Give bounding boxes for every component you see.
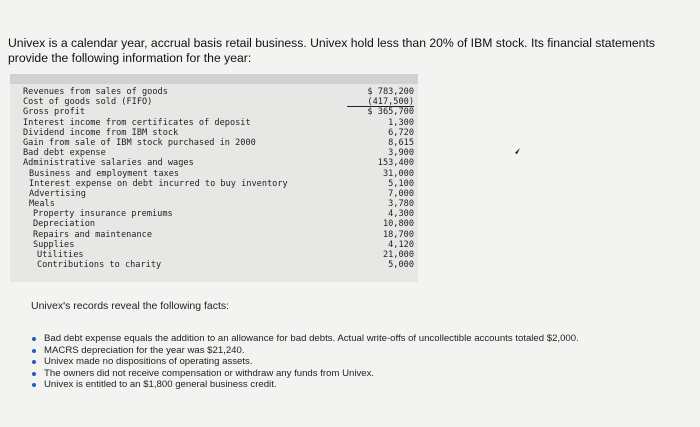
fact-text: MACRS depreciation for the year was $21,240. [44, 344, 245, 356]
list-item [32, 345, 579, 357]
cursor-arrow-icon [512, 148, 520, 156]
facts-list [32, 333, 579, 391]
statement-value: 18,700 [382, 229, 414, 240]
statement-label: Advertising [29, 188, 86, 199]
statement-label: Contributions to charity [37, 260, 162, 271]
statement-label: Repairs and maintenance [33, 229, 152, 240]
statement-label: Interest income from certificates of deposit [23, 117, 251, 128]
statement-value: 31,000 [382, 168, 414, 179]
statement-value: 8,615 [388, 137, 414, 148]
statement-label: Gain from sale of IBM stock purchased in 2000 [23, 137, 256, 148]
panel-header-band [10, 74, 418, 84]
fact-text: Univex made no dispositions of operating assets. [44, 356, 253, 368]
statement-label: Depreciation [33, 219, 96, 230]
statement-value: $ 783,200 [367, 87, 414, 97]
statement-value: 4,120 [388, 239, 414, 250]
statement-value: 3,900 [388, 148, 414, 159]
statement-label: Dividend income from IBM stock [23, 127, 179, 138]
statement-value: 1,300 [388, 117, 414, 128]
intro-text: Univex is a calendar year, accrual basis retail business. Univex hold less than 20% of IBM stock. Its financial statements provide the following information for the year: [8, 36, 655, 65]
statement-label: Property insurance premiums [33, 209, 173, 220]
statement-label: Utilities [37, 250, 84, 260]
statement-value: 10,800 [382, 219, 414, 230]
statement-label: Meals [29, 199, 55, 210]
statement-labels [23, 87, 288, 270]
statement-label: Supplies [33, 239, 75, 250]
list-item [32, 368, 579, 380]
bullet-icon [32, 383, 36, 387]
statement-label: Gross profit [23, 107, 86, 118]
list-item [32, 379, 579, 391]
statement-value: 5,100 [388, 178, 414, 189]
statement-label: Administrative salaries and wages [23, 158, 194, 169]
statement-value: (417,500) [347, 97, 414, 107]
statement-value: 5,000 [388, 260, 414, 271]
statement-label: Business and employment taxes [29, 168, 180, 179]
statement-value: 153,400 [377, 158, 414, 169]
statement-label: Cost of goods sold (FIFO) [23, 97, 153, 108]
statement-value: $ 365,700 [367, 107, 414, 118]
statement-value: 21,000 [382, 250, 414, 260]
statement-value: 6,720 [388, 127, 414, 138]
list-item [32, 356, 579, 368]
statement-value: 3,780 [388, 199, 414, 210]
bullet-icon [32, 372, 36, 376]
fact-text: Univex is entitled to an $1,800 general business credit. [44, 379, 277, 391]
statement-label: Bad debt expense [23, 148, 106, 159]
bullet-icon [32, 349, 36, 353]
fact-text: The owners did not receive compensation or withdraw any funds from Univex. [44, 367, 375, 379]
statement-value: 4,300 [388, 209, 414, 220]
statement-values [347, 87, 414, 270]
facts-heading: Univex's records reveal the following facts: [31, 300, 230, 312]
statement-label: Interest expense on debt incurred to buy inventory [29, 178, 288, 189]
statement-value: 7,000 [388, 188, 414, 199]
statement-label: Revenues from sales of goods [23, 87, 168, 97]
fact-text: Bad debt expense equals the addition to an allowance for bad debts. Actual write-offs of uncollectible accounts totaled $2,000. [44, 333, 579, 344]
list-item [32, 333, 579, 345]
bullet-icon [32, 360, 36, 364]
bullet-icon [32, 337, 36, 341]
